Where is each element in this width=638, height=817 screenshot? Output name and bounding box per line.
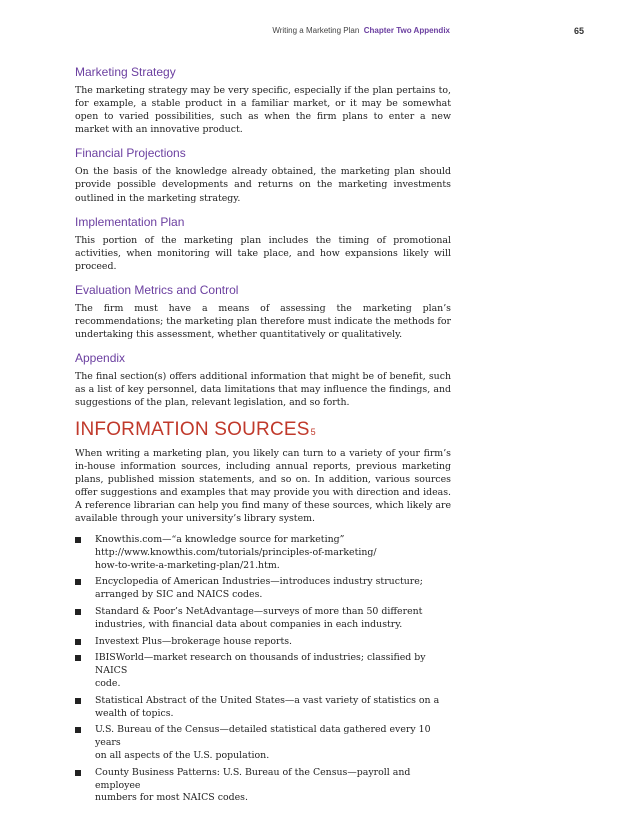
square-bullet-icon: [75, 639, 81, 645]
square-bullet-icon: [75, 579, 81, 585]
section-heading-evaluation-metrics: Evaluation Metrics and Control: [75, 282, 239, 297]
section-body-appendix: The final section(s) offers additional information that might be of benefit, such as a list of key personnel, data limitations that may influence the findings, and suggestions of the plan, relevant legislation, and so forth.: [75, 371, 451, 409]
list-item: Encyclopedia of American Industries—introduces industry structure; arranged by SIC and NAICS codes.: [75, 576, 451, 602]
section-heading-appendix: Appendix: [75, 351, 126, 366]
source-url: http://www.knowthis.com/tutorials/principles-of-marketing/: [95, 546, 377, 558]
sources-list: [75, 534, 451, 805]
section-heading-implementation-plan: Implementation Plan: [75, 214, 185, 229]
page-number: 65: [574, 26, 585, 36]
running-header: [0, 26, 638, 40]
info-sources-intro: When writing a marketing plan, you likely can turn to a variety of your firm’s in-house information sources, including annual reports, previous marketing plans, published mission statements, and so on. In addition, various sources offer suggestions and examples that may provide you with direction and ideas. A reference librarian can help you find many of these sources, which likely are available through your university’s library system.: [75, 447, 451, 524]
section-body-evaluation-metrics: The firm must have a means of assessing the marketing plan’s recommendations; the marketing plan therefore must indicate the methods for undertaking this assessment, whether quantitatively or qualitatively.: [75, 302, 451, 341]
chapter-label: Chapter Two Appendix: [363, 26, 450, 35]
page-content: [75, 64, 451, 809]
section-heading-marketing-strategy: Marketing Strategy: [75, 65, 176, 79]
section-body-implementation-plan: This portion of the marketing plan includes the timing of promotional activities, when monitoring will take place, and how expansions likely will proceed.: [75, 234, 451, 272]
square-bullet-icon: [75, 609, 81, 615]
list-item: Investext Plus—brokerage house reports.: [75, 636, 451, 649]
list-item: IBISWorld—market research on thousands of industries; classified by NAICS code.: [75, 652, 451, 690]
square-bullet-icon: [75, 537, 81, 543]
list-item: U.S. Bureau of the Census—detailed statistical data gathered every 10 years on all aspects of the U.S. population.: [75, 724, 451, 762]
square-bullet-icon: [75, 770, 81, 776]
list-item: Standard & Poor’s NetAdvantage—surveys of more than 50 different industries, with financial data about companies in each industry.: [75, 606, 451, 632]
section-heading-financial-projections: Financial Projections: [75, 146, 186, 161]
footnote-marker: 5: [310, 426, 316, 437]
info-sources-heading: INFORMATION SOURCES$^5$: [75, 418, 316, 440]
running-title: Writing a Marketing Plan Chapter Two Appendix: [272, 26, 450, 35]
square-bullet-icon: [75, 727, 81, 733]
list-item: County Business Patterns: U.S. Bureau of the Census—payroll and employee numbers for most NAICS codes.: [75, 767, 451, 805]
square-bullet-icon: [75, 655, 81, 661]
list-item: Statistical Abstract of the United States—a vast variety of statistics on a wealth of topics.: [75, 695, 451, 721]
section-body-marketing-strategy: The marketing strategy may be very specific, especially if the plan pertains to, for example, a stable product in a familiar market, or it may be somewhat open to varied possibilities, such as when the firm plans to enter a new market with an innovative product.: [75, 85, 451, 136]
square-bullet-icon: [75, 698, 81, 704]
list-item: Knowthis.com—“a knowledge source for marketing” http://www.knowthis.com/tutorials/principles-of-marketing/ how-to-write-a-marketing-plan/21.htm.: [75, 534, 451, 572]
section-body-financial-projections: On the basis of the knowledge already obtained, the marketing plan should provide possible developments and returns on the marketing investments outlined in the marketing strategy.: [75, 166, 451, 204]
